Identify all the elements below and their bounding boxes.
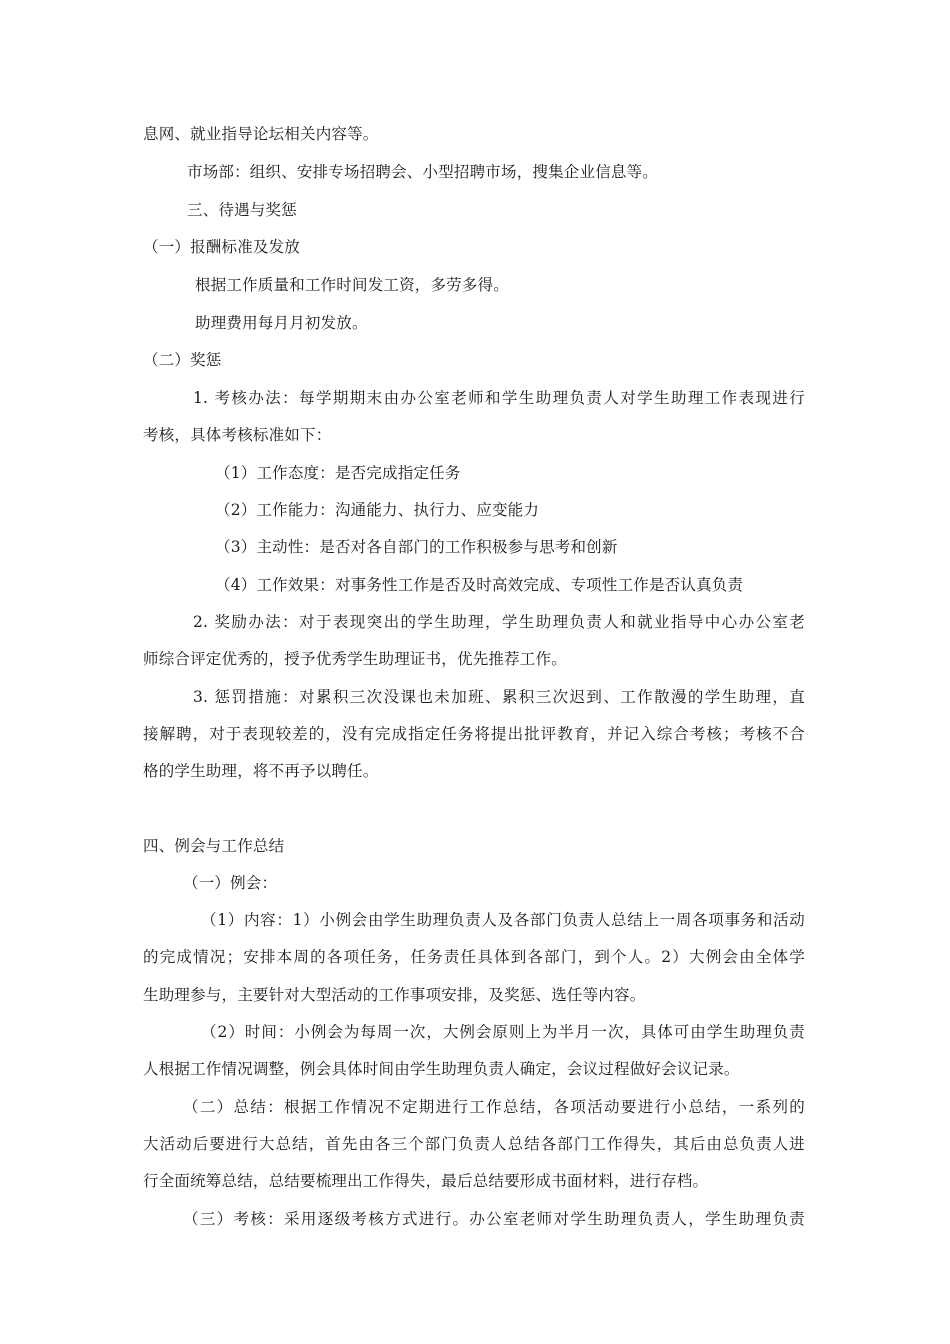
- text-line: 3. 惩罚措施：对累积三次没课也未加班、累积三次迟到、工作散漫的学生助理，直: [193, 688, 805, 706]
- text-line: 息网、就业指导论坛相关内容等。: [143, 125, 379, 143]
- list-item: （3）主动性：是否对各自部门的工作积极参与思考和创新: [215, 538, 618, 556]
- section-heading: 四、例会与工作总结: [143, 837, 285, 855]
- list-item: （1）工作态度：是否完成指定任务: [215, 464, 461, 482]
- text-line: （1）内容：1）小例会由学生助理负责人及各部门负责人总结上一周各项事务和活动: [201, 911, 805, 929]
- text-line: 助理费用每月月初发放。: [195, 314, 368, 332]
- subsection-heading: （一）报酬标准及发放: [143, 238, 301, 256]
- text-line: （二）总结：根据工作情况不定期进行工作总结，各项活动要进行小总结，一系列的: [183, 1098, 805, 1116]
- subsection-heading: （二）奖惩: [143, 351, 222, 369]
- text-line: 生助理参与，主要针对大型活动的工作事项安排，及奖惩、选任等内容。: [143, 986, 646, 1004]
- text-line: 格的学生助理，将不再予以聘任。: [143, 762, 379, 780]
- text-line: 接解聘，对于表现较差的，没有完成指定任务将提出批评教育，并记入综合考核；考核不合: [143, 725, 805, 743]
- text-line: 根据工作质量和工作时间发工资，多劳多得。: [195, 276, 510, 294]
- text-line: 的完成情况；安排本周的各项任务，任务责任具体到各部门，到个人。2）大例会由全体学: [143, 948, 805, 966]
- list-item: （4）工作效果：对事务性工作是否及时高效完成、专项性工作是否认真负责: [215, 576, 744, 594]
- text-line: 大活动后要进行大总结，首先由各三个部门负责人总结各部门工作得失，其后由总负责人进: [143, 1135, 805, 1153]
- list-item: （2）工作能力：沟通能力、执行力、应变能力: [215, 501, 540, 519]
- text-line: （三）考核：采用逐级考核方式进行。办公室老师对学生助理负责人，学生助理负责: [183, 1210, 805, 1228]
- text-line: 人根据工作情况调整，例会具体时间由学生助理负责人确定，会议过程做好会议记录。: [143, 1060, 740, 1078]
- subsection-heading: （一）例会：: [183, 874, 278, 892]
- text-line: 2. 奖励办法：对于表现突出的学生助理，学生助理负责人和就业指导中心办公室老: [193, 613, 805, 631]
- text-line: 1. 考核办法：每学期期末由办公室老师和学生助理负责人对学生助理工作表现进行: [193, 389, 805, 407]
- section-heading: 三、待遇与奖惩: [187, 201, 297, 219]
- text-line: 行全面统筹总结，总结要梳理出工作得失，最后总结要形成书面材料，进行存档。: [143, 1172, 709, 1190]
- text-line: （2）时间：小例会为每周一次，大例会原则上为半月一次，具体可由学生助理负责: [201, 1023, 805, 1041]
- text-line: 市场部：组织、安排专场招聘会、小型招聘市场，搜集企业信息等。: [187, 163, 659, 181]
- text-line: 考核，具体考核标准如下：: [143, 426, 332, 444]
- text-line: 师综合评定优秀的，授予优秀学生助理证书，优先推荐工作。: [143, 650, 567, 668]
